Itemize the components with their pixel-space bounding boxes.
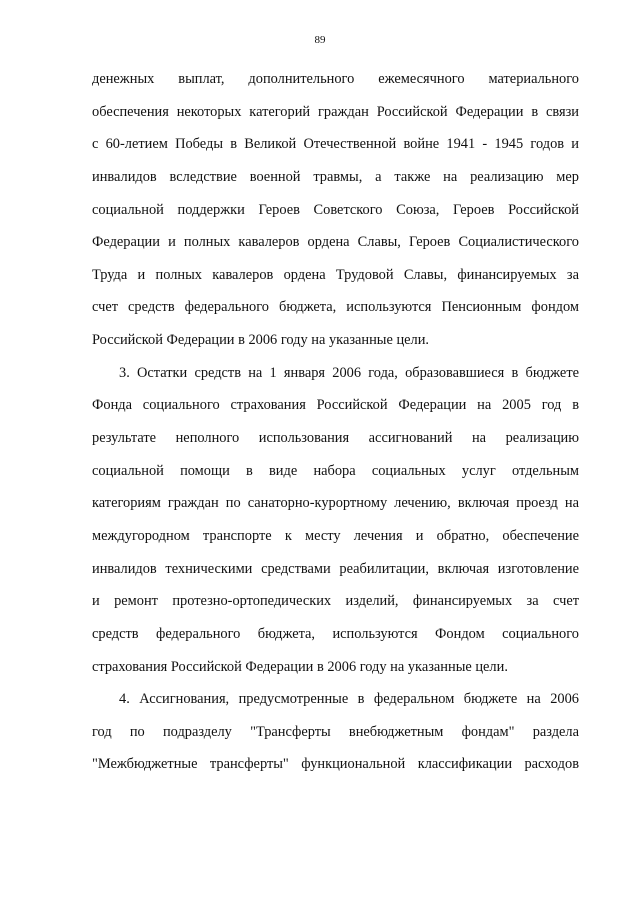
text-line: обеспечения некоторых категорий граждан Российской Федерации в связи — [92, 103, 579, 120]
text-line: "Межбюджетные трансферты" функциональной классификации расходов — [92, 756, 579, 773]
text-line: год по подразделу "Трансферты внебюджетным фондам" раздела — [92, 723, 579, 740]
text-line: инвалидов вследствие военной травмы, а также на реализацию мер — [92, 168, 579, 185]
text-line: Российской Федерации в 2006 году на указанные цели. — [92, 332, 430, 349]
paragraph-item-3 — [92, 360, 579, 686]
text-line: 3. Остатки средств на 1 января 2006 года, образовавшиеся в бюджете — [119, 364, 579, 381]
text-line: денежных выплат, дополнительного ежемесячного материального — [92, 71, 579, 87]
paragraph-item-4 — [92, 686, 579, 784]
text-line: страхования Российской Федерации в 2006 году на указанные цели. — [92, 658, 508, 675]
text-line: социальной поддержки Героев Советского Союза, Героев Российской — [92, 201, 579, 218]
text-line: счет средств федерального бюджета, используются Пенсионным фондом — [92, 299, 579, 316]
text-line: социальной помощи в виде набора социальных услуг отдельным — [92, 462, 579, 479]
text-line: инвалидов техническими средствами реабилитации, включая изготовление — [92, 560, 579, 577]
paragraph-continuation — [92, 66, 579, 360]
text-line: Федерации и полных кавалеров ордена Славы, Героев Социалистического — [92, 234, 579, 251]
text-line: Труда и полных кавалеров ордена Трудовой Славы, финансируемых за — [92, 266, 579, 283]
text-line: междугородном транспорте к месту лечения и обратно, обеспечение — [92, 527, 579, 544]
text-line: Фонда социального страхования Российской Федерации на 2005 год в — [92, 397, 579, 414]
text-line: категориям граждан по санаторно-курортному лечению, включая проезд на — [92, 495, 579, 512]
text-line: средств федерального бюджета, используются Фондом социального — [92, 625, 579, 642]
text-line: с 60-летием Победы в Великой Отечественной войне 1941 - 1945 годов и — [92, 136, 579, 153]
text-line: 4. Ассигнования, предусмотренные в федеральном бюджете на 2006 — [119, 691, 579, 708]
text-line: результате неполного использования ассигнований на реализацию — [92, 430, 579, 447]
body-text — [92, 66, 579, 784]
page-number: 89 — [314, 34, 326, 46]
text-line: и ремонт протезно-ортопедических изделий, финансируемых за счет — [92, 593, 579, 610]
